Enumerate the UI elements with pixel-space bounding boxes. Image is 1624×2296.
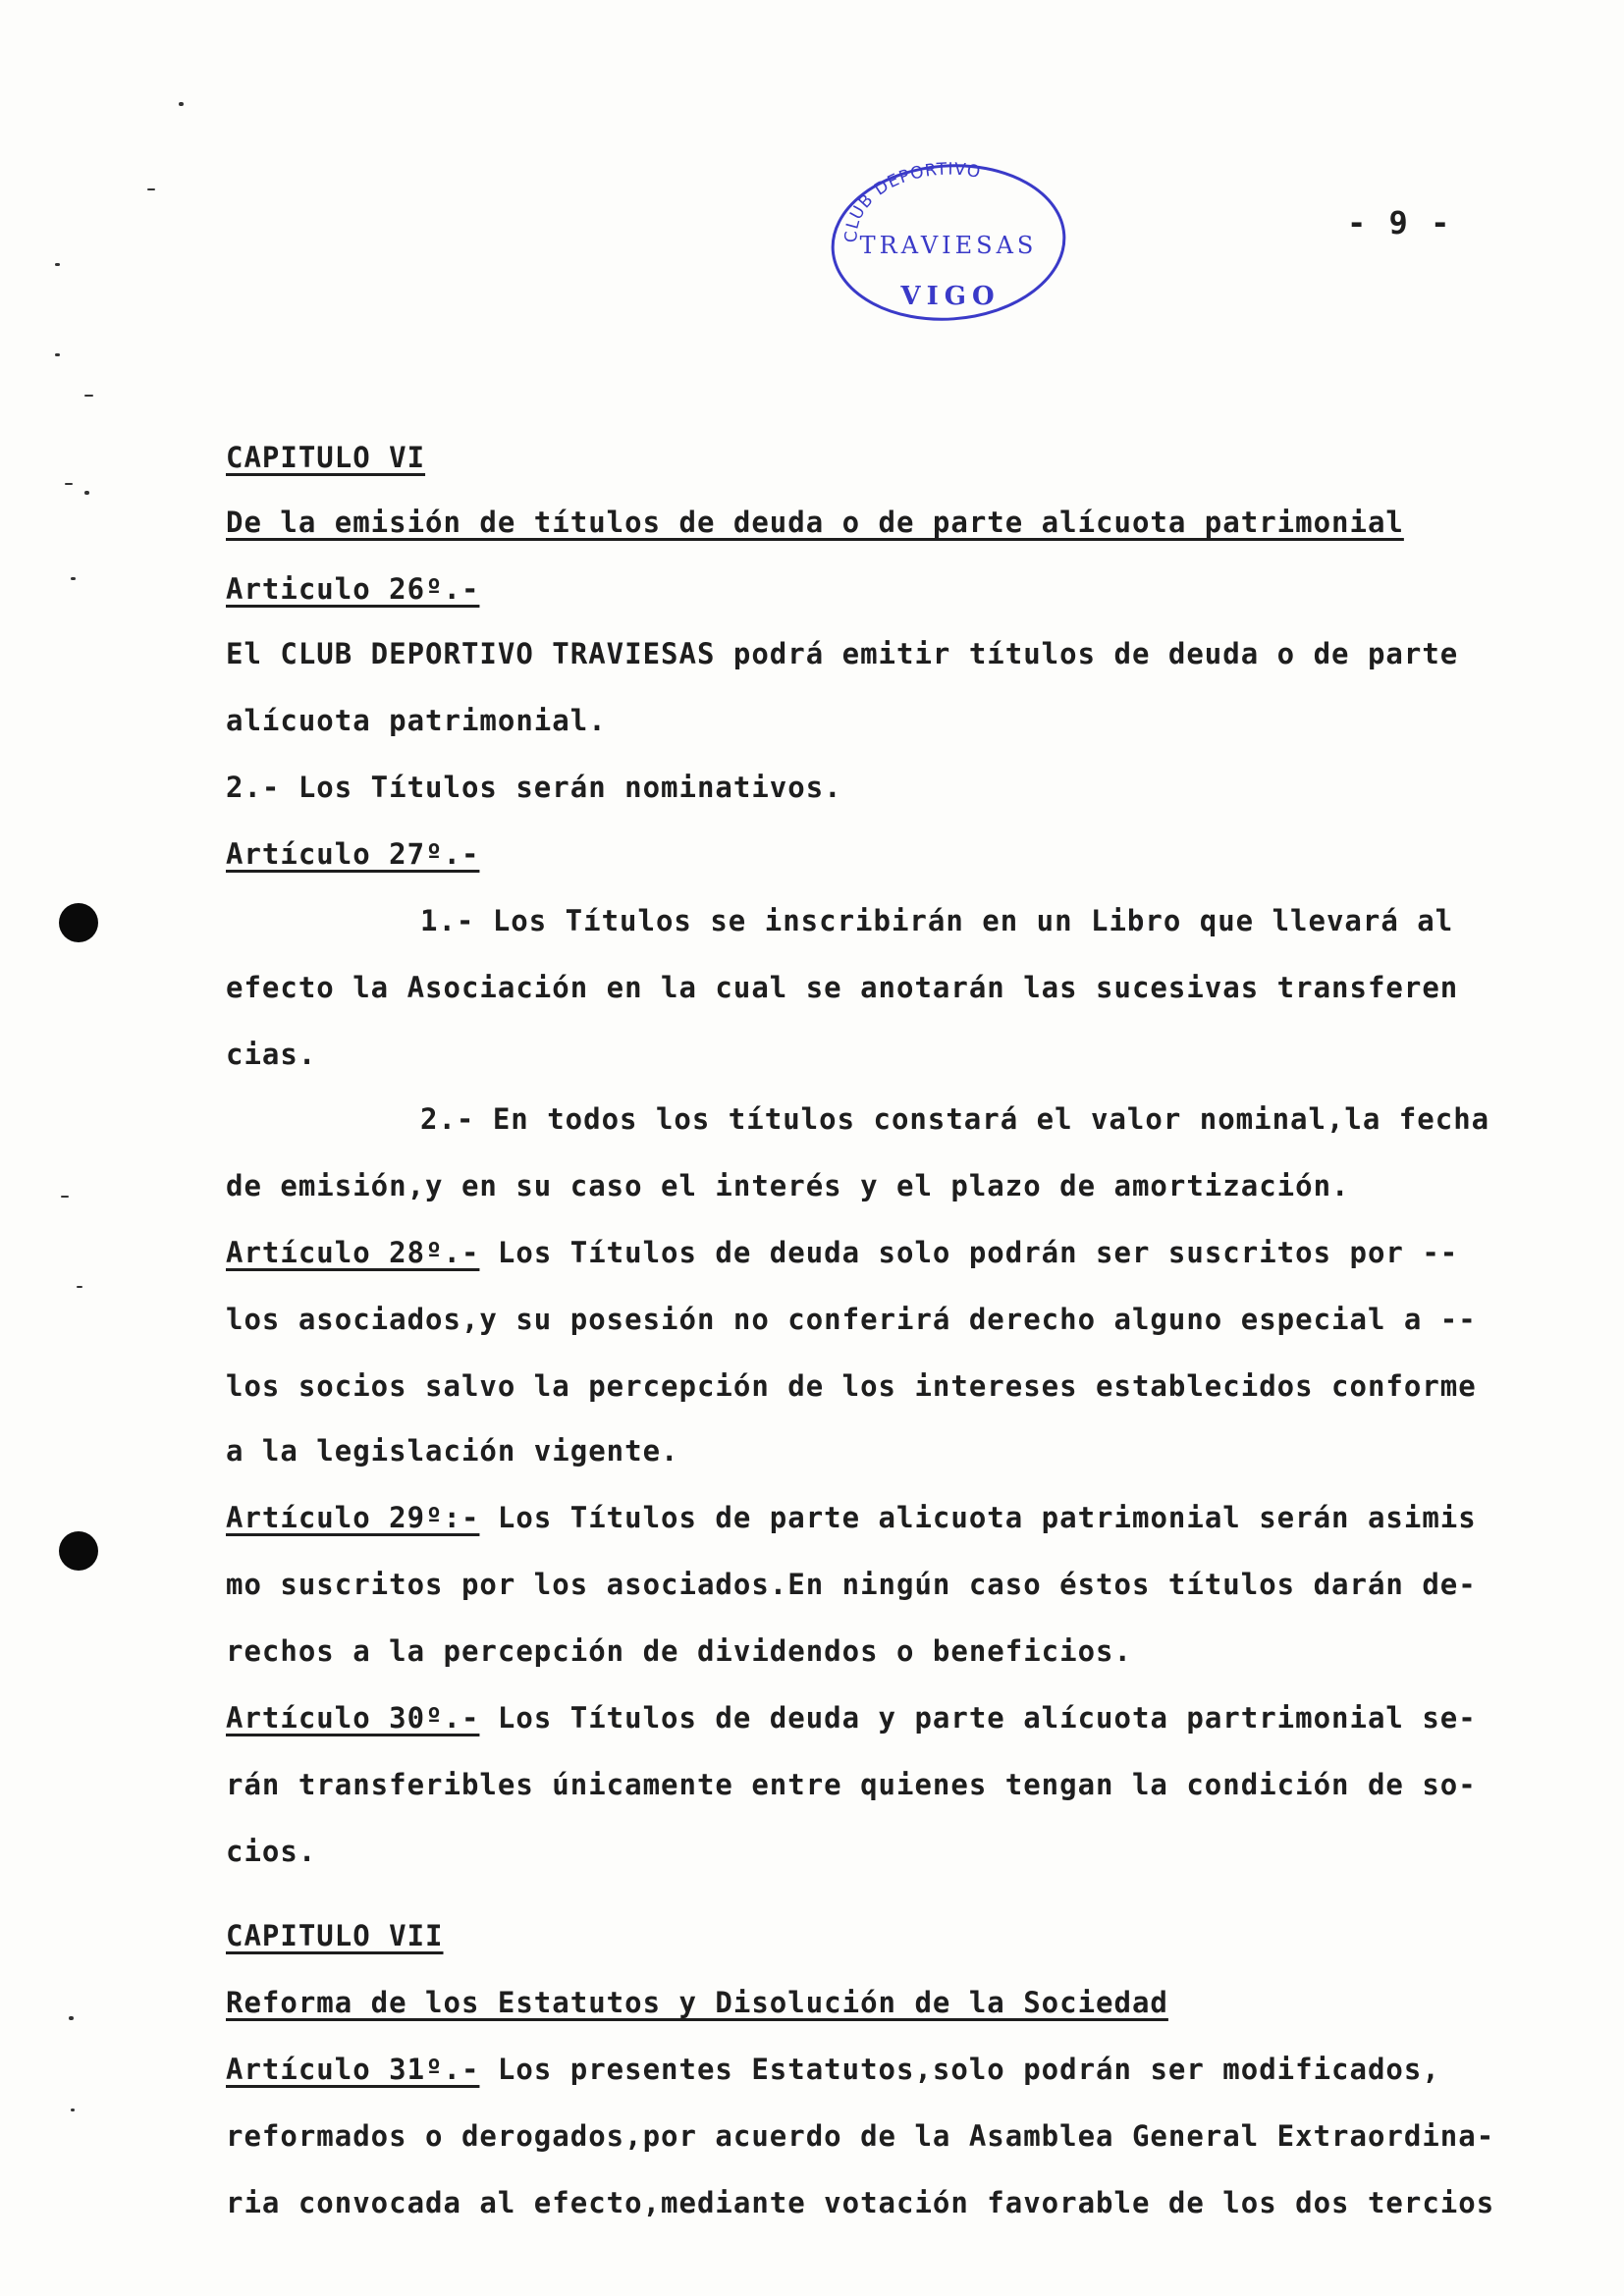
article-text: alícuota patrimonial. [226, 704, 607, 737]
chapter-title: CAPITULO VI [226, 441, 426, 474]
article-text: ria convocada al efecto,mediante votación favorable de los dos tercios [226, 2186, 1495, 2219]
article-heading: Artículo 31º.- [226, 2053, 480, 2086]
svg-text:CLUB DEPORTIVO [842, 160, 983, 243]
stamp-bottom-text: VIGO [900, 282, 1001, 311]
margin-speck [55, 353, 60, 356]
margin-speck [55, 263, 60, 266]
article-text: cios. [226, 1835, 317, 1868]
article-heading: Artículo 30º.- [226, 1701, 480, 1735]
article-heading: Artículo 27º.- [226, 837, 480, 871]
margin-speck [84, 395, 93, 397]
article-text: mo suscritos por los asociados.En ningún caso éstos títulos darán de- [226, 1568, 1477, 1601]
article-paragraph [226, 2052, 1440, 2087]
article-text: reformados o derogados,por acuerdo de la Asamblea General Extraordina- [226, 2119, 1495, 2153]
article-paragraph [226, 1700, 1477, 1735]
margin-speck [71, 2109, 75, 2111]
article-text: cias. [226, 1038, 317, 1071]
stamp-middle-text: TRAVIESAS [859, 232, 1038, 259]
page-number: - 9 - [1347, 204, 1452, 241]
article-paragraph [226, 1500, 1477, 1535]
article-text: los asociados,y su posesión no conferirá derecho alguno especial a -- [226, 1303, 1477, 1336]
club-stamp [823, 152, 1073, 334]
margin-speck [69, 2016, 74, 2020]
article-paragraph [226, 1235, 1458, 1270]
margin-speck [84, 491, 89, 495]
punch-hole-bottom [59, 1531, 98, 1571]
article-heading: Articulo 26º.- [226, 572, 480, 606]
punch-hole-top [59, 903, 98, 942]
article-text: Los presentes Estatutos,solo podrán ser modificados, [479, 2053, 1440, 2086]
article-text: a la legislación vigente. [226, 1434, 679, 1468]
article-text: los socios salvo la percepción de los intereses establecidos conforme [226, 1369, 1477, 1403]
article-text: efecto la Asociación en la cual se anotarán las sucesivas transferen [226, 971, 1459, 1004]
article-heading: Artículo 29º:- [226, 1501, 480, 1534]
article-text: de emisión,y en su caso el interés y el plazo de amortización. [226, 1169, 1350, 1202]
article-text: Los Títulos de deuda y parte alícuota partrimonial se- [479, 1701, 1477, 1735]
article-text: rán transferibles únicamente entre quienes tengan la condición de so- [226, 1768, 1477, 1801]
article-text: 1.- Los Títulos se inscribirán en un Libro que llevará al [420, 904, 1454, 937]
chapter-title: CAPITULO VII [226, 1919, 444, 1952]
article-heading: Artículo 28º.- [226, 1236, 480, 1269]
article-text: rechos a la percepción de dividendos o beneficios. [226, 1634, 1132, 1668]
margin-speck [147, 188, 155, 190]
margin-speck [71, 577, 76, 580]
margin-speck [61, 1196, 69, 1198]
margin-speck [77, 1286, 82, 1288]
margin-speck [179, 102, 184, 106]
chapter-subtitle: De la emisión de títulos de deuda o de parte alícuota patrimonial [226, 506, 1404, 539]
article-text: 2.- Los Títulos serán nominativos. [226, 771, 842, 804]
article-text: El CLUB DEPORTIVO TRAVIESAS podrá emitir títulos de deuda o de parte [226, 637, 1459, 670]
article-text: Los Títulos de deuda solo podrán ser suscritos por -- [479, 1236, 1459, 1269]
stamp-top-text: CLUB DEPORTIVO [841, 159, 983, 243]
margin-speck [65, 483, 73, 485]
chapter-subtitle: Reforma de los Estatutos y Disolución de la Sociedad [226, 1986, 1168, 2019]
article-text: Los Títulos de parte alicuota patrimonial serán asimis [479, 1501, 1477, 1534]
article-text: 2.- En todos los títulos constará el valor nominal,la fecha [420, 1102, 1490, 1136]
